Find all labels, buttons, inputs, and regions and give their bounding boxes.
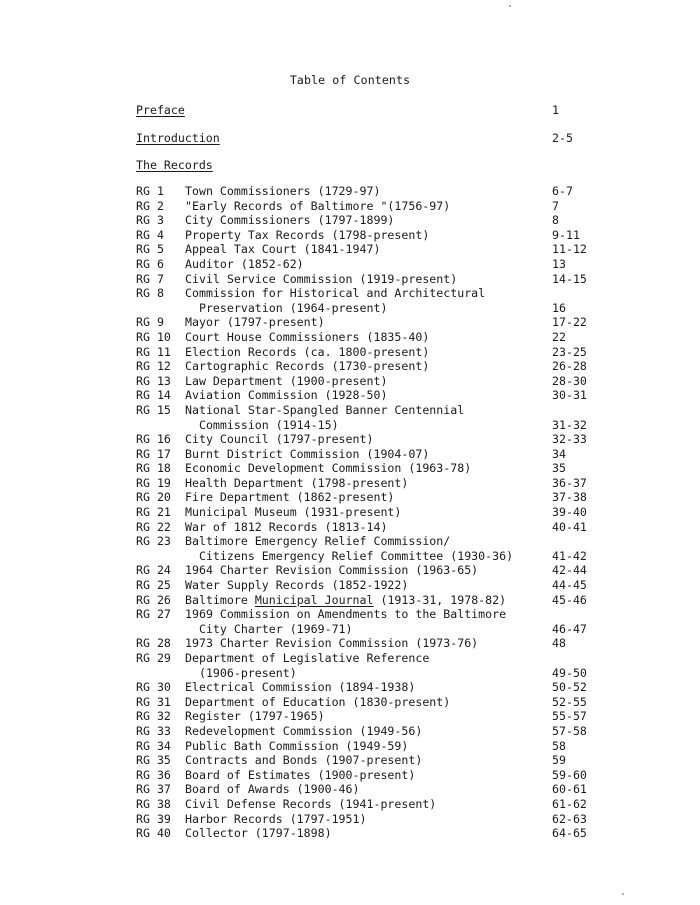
record-group-title: Collector (1797-1898) [185, 826, 332, 841]
record-group-number: RG 34 [136, 738, 171, 753]
record-group-number: RG 39 [136, 811, 171, 826]
record-group-number: RG 20 [136, 490, 171, 505]
toc-entry [136, 534, 656, 549]
record-group-title: City Charter (1969-71) [185, 621, 353, 636]
toc-entry [136, 680, 656, 695]
record-group-number: RG 26 [136, 592, 171, 607]
record-group-number: RG 29 [136, 651, 171, 665]
record-group-number: RG 35 [136, 753, 171, 768]
record-group-title: Economic Development Commission (1963-78) [185, 461, 472, 476]
record-group-number: RG 37 [136, 782, 171, 797]
record-group-number: RG 17 [136, 446, 171, 461]
record-group-title: Citizens Emergency Relief Committee (1930-36) [185, 548, 514, 563]
record-group-number: RG 15 [136, 402, 171, 417]
toc-entry [136, 636, 656, 651]
record-group-number: RG 1 [136, 184, 164, 198]
section-label-the-records: The Records [136, 158, 213, 172]
record-group-title: Fire Department (1862-present) [185, 490, 395, 505]
toc-row-introduction [136, 131, 656, 147]
record-group-number: RG 11 [136, 344, 171, 359]
scan-speck [509, 5, 511, 7]
record-group-page: 61-62 [552, 796, 587, 811]
toc-entry [136, 228, 656, 243]
record-group-page: 39-40 [552, 505, 587, 520]
record-group-page: 57-58 [552, 723, 587, 738]
toc-entry [136, 563, 656, 578]
record-group-page: 16 [552, 300, 566, 315]
record-group-title: Appeal Tax Court (1841-1947) [185, 242, 381, 257]
record-group-number: RG 23 [136, 534, 171, 549]
record-group-title: Cartographic Records (1730-present) [185, 359, 430, 374]
record-group-page: 55-57 [552, 709, 587, 724]
record-group-title: 1973 Charter Revision Commission (1973-76) [185, 636, 479, 651]
toc-entry [136, 476, 656, 491]
record-group-title: Commission for Historical and Architectural [185, 286, 486, 301]
page-title: Table of Contents [289, 73, 411, 87]
record-group-title: Mayor (1797-present) [185, 315, 325, 330]
record-group-page: 60-61 [552, 782, 587, 797]
toc-entry [136, 184, 656, 199]
toc-row-the-records [136, 158, 656, 174]
record-group-title: Baltimore Municipal Journal (1913-31, 1978-82) [185, 592, 507, 607]
toc-entry [136, 330, 656, 345]
toc-entry-continuation [136, 418, 656, 433]
section-label-preface: Preface [136, 103, 185, 117]
record-group-title: Department of Legislative Reference [185, 651, 430, 665]
toc-entry [136, 374, 656, 389]
toc-entry [136, 359, 656, 374]
record-group-page: 34 [552, 446, 566, 461]
toc-entry [136, 199, 656, 214]
record-group-title: Commission (1914-15) [185, 417, 339, 432]
record-group-title: Water Supply Records (1852-1922) [185, 578, 409, 593]
record-group-page: 22 [552, 329, 566, 344]
record-group-list [136, 184, 656, 841]
record-group-number: RG 33 [136, 723, 171, 738]
record-group-title: Burnt District Commission (1904-07) [185, 446, 430, 461]
toc-entry [136, 213, 656, 228]
record-group-title: Redevelopment Commission (1949-56) [185, 723, 423, 738]
record-group-number: RG 40 [136, 826, 171, 841]
record-group-page: 17-22 [552, 315, 587, 330]
record-group-title: Register (1797-1965) [185, 709, 325, 724]
toc-entry [136, 505, 656, 520]
record-group-title: Municipal Museum (1931-present) [185, 505, 402, 520]
record-group-number: RG 18 [136, 461, 171, 476]
record-group-page: 62-63 [552, 811, 587, 826]
record-group-number: RG 16 [136, 432, 171, 447]
record-group-title: Aviation Commission (1928-50) [185, 388, 388, 403]
toc-entry [136, 315, 656, 330]
record-group-number: RG 13 [136, 373, 171, 388]
record-group-page: 42-44 [552, 563, 587, 578]
toc-entry-continuation [136, 622, 656, 637]
record-group-number: RG 31 [136, 694, 171, 709]
record-group-title: Board of Estimates (1900-present) [185, 767, 416, 782]
record-group-page: 14-15 [552, 271, 587, 286]
record-group-title: Department of Education (1830-present) [185, 694, 451, 709]
record-group-page: 7 [552, 198, 559, 213]
record-group-title: Board of Awards (1900-46) [185, 782, 360, 797]
toc-entry [136, 388, 656, 403]
record-group-title: 1964 Charter Revision Commission (1963-65) [185, 563, 479, 578]
toc-entry-continuation [136, 301, 656, 316]
toc-entry [136, 490, 656, 505]
record-group-title: 1969 Commission on Amendments to the Baltimore [185, 607, 507, 622]
record-group-page: 59 [552, 753, 566, 768]
toc-entry [136, 709, 656, 724]
record-group-number: RG 24 [136, 563, 171, 578]
record-group-number: RG 4 [136, 227, 164, 242]
record-group-title: Auditor (1852-62) [185, 256, 304, 271]
toc-entry [136, 432, 656, 447]
record-group-number: RG 28 [136, 636, 171, 651]
toc-entry [136, 286, 656, 301]
record-group-page: 32-33 [552, 432, 587, 447]
toc-entry [136, 724, 656, 739]
record-group-number: RG 36 [136, 767, 171, 782]
record-group-page: 36-37 [552, 475, 587, 490]
record-group-title: Property Tax Records (1798-present) [185, 227, 430, 242]
toc-entry-continuation [136, 549, 656, 564]
record-group-page: 35 [552, 461, 566, 476]
record-group-number: RG 22 [136, 519, 171, 534]
record-group-number: RG 2 [136, 198, 164, 213]
toc-entry [136, 826, 656, 841]
record-group-title: Public Bath Commission (1949-59) [185, 738, 409, 753]
record-group-title: Baltimore Emergency Relief Commission/ [185, 534, 451, 549]
record-group-number: RG 5 [136, 242, 164, 257]
record-group-number: RG 7 [136, 271, 164, 286]
record-group-title: City Council (1797-present) [185, 432, 374, 447]
record-group-title: "Early Records of Baltimore "(1756-97) [185, 198, 451, 213]
record-group-number: RG 8 [136, 286, 164, 301]
record-group-page: 28-30 [552, 373, 587, 388]
record-group-title: Electrical Commission (1894-1938) [185, 680, 416, 695]
record-group-number: RG 32 [136, 709, 171, 724]
toc-entry [136, 447, 656, 462]
record-group-page: 11-12 [552, 242, 587, 257]
record-group-page: 23-25 [552, 344, 587, 359]
toc-entry [136, 782, 656, 797]
toc-entry [136, 345, 656, 360]
record-group-title: Law Department (1900-present) [185, 373, 388, 388]
record-group-page: 45-46 [552, 592, 587, 607]
record-group-title: Preservation (1964-present) [185, 300, 388, 315]
record-group-number: RG 12 [136, 359, 171, 374]
record-group-number: RG 19 [136, 475, 171, 490]
record-group-title: Civil Defense Records (1941-present) [185, 796, 437, 811]
record-group-page: 8 [552, 213, 559, 228]
record-group-page: 37-38 [552, 490, 587, 505]
record-group-page: 46-47 [552, 621, 587, 636]
record-group-number: RG 21 [136, 505, 171, 520]
toc-entry [136, 578, 656, 593]
record-group-title: Court House Commissioners (1835-40) [185, 329, 430, 344]
toc-entry [136, 461, 656, 476]
toc-entry [136, 242, 656, 257]
record-group-page: 26-28 [552, 359, 587, 374]
record-group-title: Contracts and Bonds (1907-present) [185, 753, 423, 768]
record-group-number: RG 9 [136, 315, 164, 330]
record-group-number: RG 38 [136, 796, 171, 811]
toc-entry [136, 768, 656, 783]
section-label-introduction: Introduction [136, 131, 220, 145]
record-group-number: RG 27 [136, 607, 171, 622]
toc-entry [136, 797, 656, 812]
record-group-number: RG 25 [136, 578, 171, 593]
scan-speck [622, 893, 624, 895]
toc-entry [136, 403, 656, 418]
record-group-page: 31-32 [552, 417, 587, 432]
toc-entry [136, 520, 656, 535]
toc-row-preface [136, 103, 656, 119]
toc-entry [136, 753, 656, 768]
record-group-page: 50-52 [552, 680, 587, 695]
toc-entry [136, 651, 656, 666]
record-group-number: RG 3 [136, 213, 164, 228]
record-group-page: 48 [552, 636, 566, 651]
record-group-title: Town Commissioners (1729-97) [185, 184, 381, 198]
record-group-page: 64-65 [552, 826, 587, 841]
toc-entry [136, 607, 656, 622]
record-group-title: Harbor Records (1797-1951) [185, 811, 367, 826]
record-group-number: RG 6 [136, 256, 164, 271]
record-group-title: Health Department (1798-present) [185, 475, 409, 490]
record-group-number: RG 14 [136, 388, 171, 403]
toc-entry-continuation [136, 666, 656, 681]
record-group-title: War of 1812 Records (1813-14) [185, 519, 388, 534]
section-page-preface: 1 [552, 103, 559, 117]
record-group-title: National Star-Spangled Banner Centennial [185, 402, 465, 417]
record-group-page: 13 [552, 256, 566, 271]
toc-entry [136, 695, 656, 710]
record-group-title: Election Records (ca. 1800-present) [185, 344, 430, 359]
record-group-number: RG 10 [136, 329, 171, 344]
record-group-title: (1906-present) [185, 665, 297, 680]
toc-entry [136, 812, 656, 827]
record-group-title: City Commissioners (1797-1899) [185, 213, 395, 228]
record-group-page: 44-45 [552, 578, 587, 593]
toc-entry [136, 272, 656, 287]
record-group-page: 9-11 [552, 227, 580, 242]
record-group-number: RG 30 [136, 680, 171, 695]
record-group-page: 6-7 [552, 184, 573, 198]
record-group-title: Civil Service Commission (1919-present) [185, 271, 458, 286]
record-group-page: 40-41 [552, 519, 587, 534]
record-group-page: 30-31 [552, 388, 587, 403]
record-group-page: 58 [552, 738, 566, 753]
record-group-page: 41-42 [552, 548, 587, 563]
record-group-page: 59-60 [552, 767, 587, 782]
toc-entry [136, 257, 656, 272]
record-group-page: 52-55 [552, 694, 587, 709]
section-page-introduction: 2-5 [552, 131, 573, 145]
toc-entry [136, 593, 656, 608]
record-group-page: 49-50 [552, 665, 587, 680]
toc-entry [136, 739, 656, 754]
